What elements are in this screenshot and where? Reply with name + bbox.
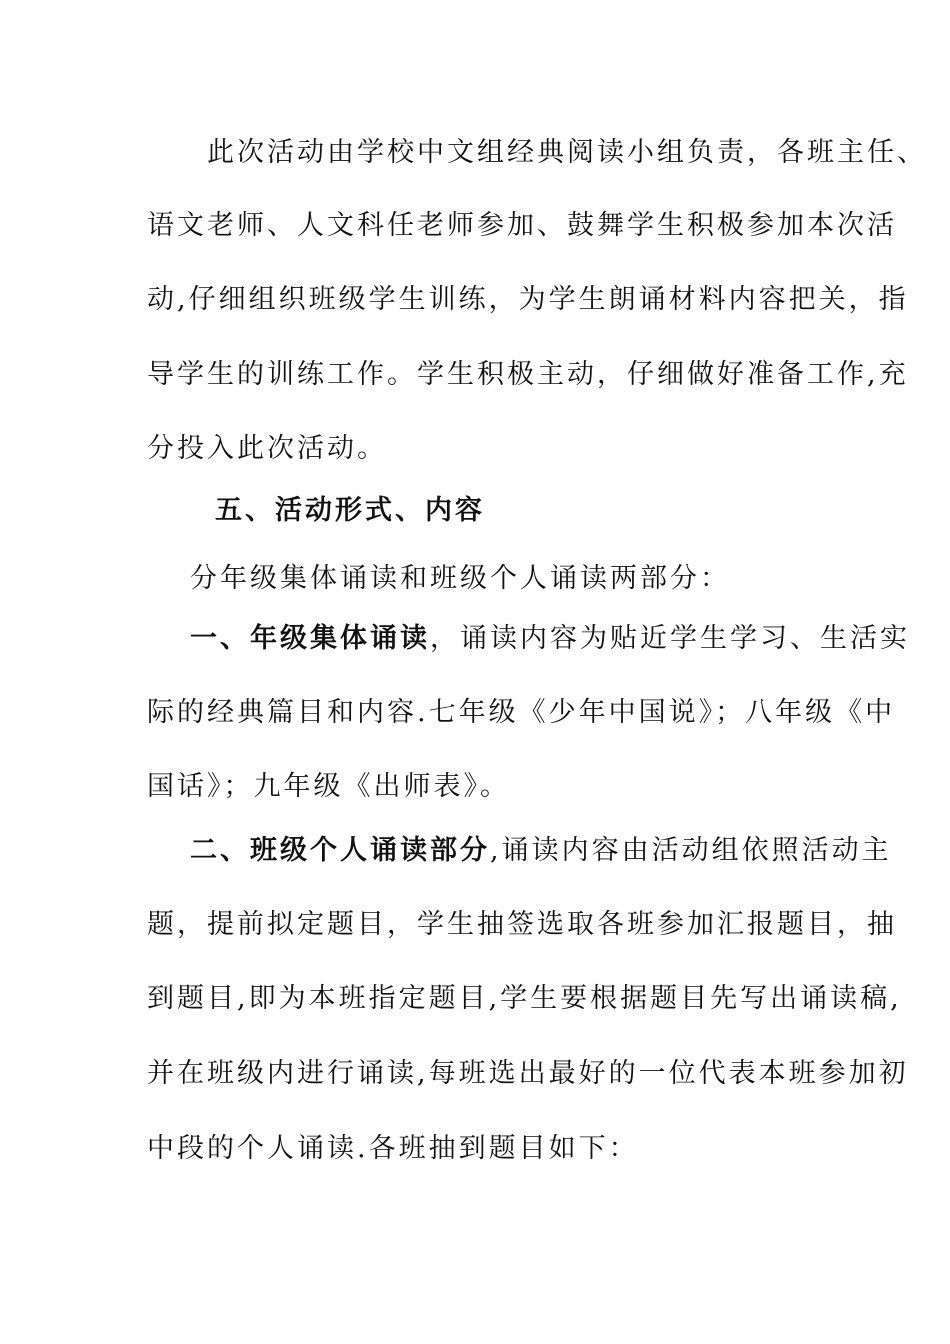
part1-first-line xyxy=(190,622,910,656)
paragraph-line: 此次活动由学校中文组经典阅读小组负责，各班主任、 xyxy=(207,137,927,168)
paragraph-line: 并在班级内进行诵读,每班选出最好的一位代表本班参加初 xyxy=(147,1058,909,1089)
intro-line: 分年级集体诵读和班级个人诵读两部分： xyxy=(190,563,730,594)
part2-text: ,诵读内容由活动组依照活动主 xyxy=(490,835,892,866)
paragraph-line: 动,仔细组织班级学生训练，为学生朗诵材料内容把关，指 xyxy=(147,284,909,315)
part1-text: ，诵读内容为贴近学生学习、生活实 xyxy=(430,623,910,654)
part2-label: 二、班级个人诵读部分 xyxy=(190,835,490,866)
paragraph-line: 到题目,即为本班指定题目,学生要根据题目先写出诵读稿, xyxy=(147,983,902,1014)
paragraph-line: 国话》；九年级《出师表》。 xyxy=(147,771,510,802)
paragraph-line: 题，提前拟定题目，学生抽签选取各班参加汇报题目，抽 xyxy=(147,909,897,940)
section-heading: 五、活动形式、内容 xyxy=(215,495,485,526)
part2-first-line xyxy=(190,834,892,868)
paragraph-line: 际的经典篇目和内容.七年级《少年中国说》；八年级《中 xyxy=(147,697,896,728)
paragraph-line: 分投入此次活动。 xyxy=(147,433,387,464)
paragraph-line: 中段的个人诵读.各班抽到题目如下： xyxy=(147,1133,639,1164)
paragraph-line: 导学生的训练工作。学生积极主动，仔细做好准备工作,充 xyxy=(147,359,909,390)
part1-label: 一、年级集体诵读 xyxy=(190,623,430,654)
paragraph-line: 语文老师、人文科任老师参加、鼓舞学生积极参加本次活 xyxy=(147,210,897,241)
